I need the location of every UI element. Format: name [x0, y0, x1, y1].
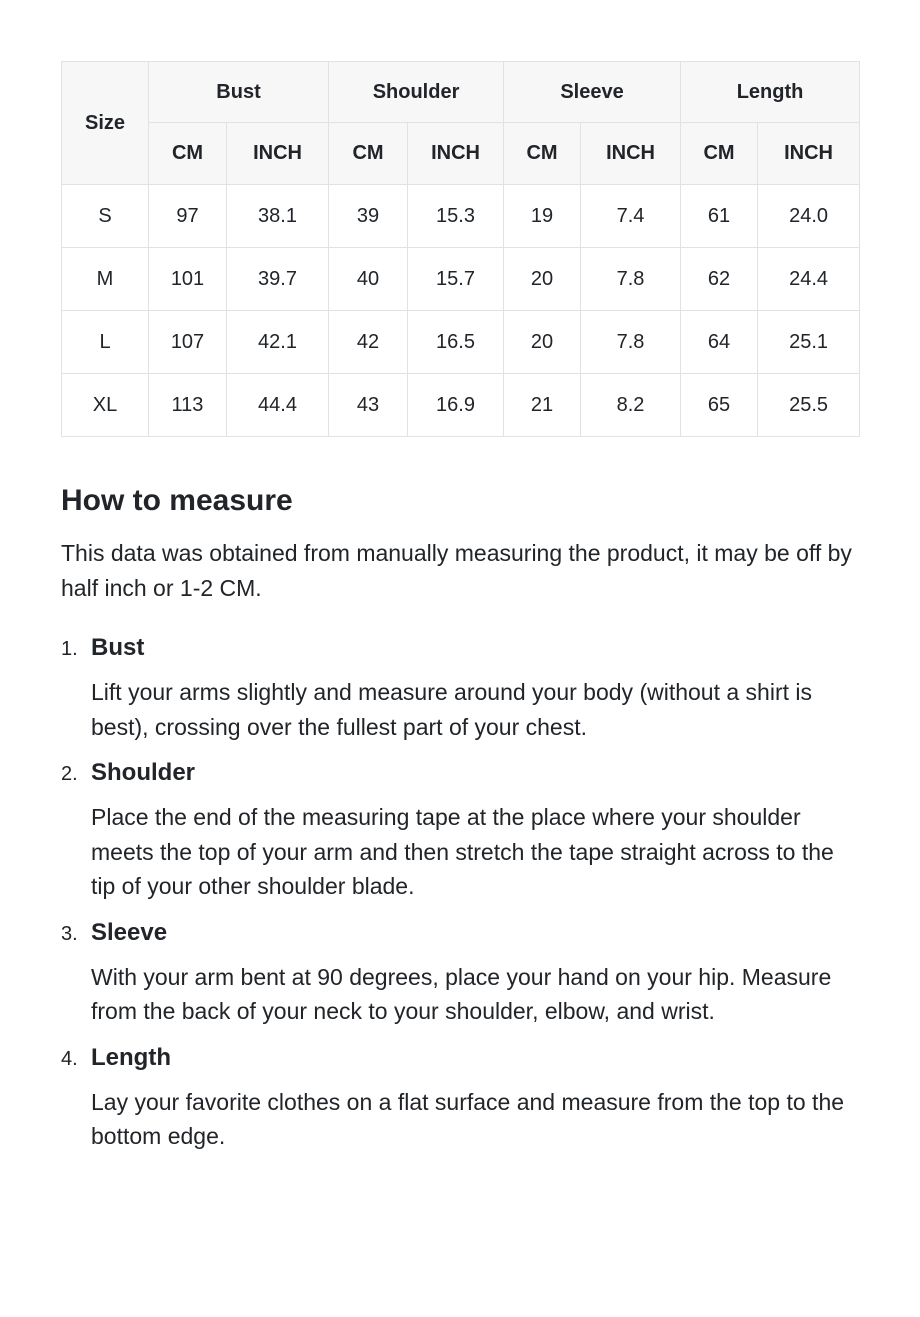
size-chart-table [61, 61, 860, 437]
step-description: Lay your favorite clothes on a flat surface and measure from the top to the bottom edge. [91, 1088, 845, 1149]
col-group-length: Length [681, 62, 860, 123]
step-title: Bust [91, 634, 145, 661]
size-cell: XL [62, 374, 149, 437]
step-head [61, 633, 859, 664]
col-group-shoulder: Shoulder [329, 62, 504, 123]
value-cell: 40 [329, 248, 408, 311]
step-number: 2. [61, 763, 78, 785]
value-cell: 24.0 [758, 185, 860, 248]
value-cell: 16.9 [408, 374, 504, 437]
col-group-sleeve: Sleeve [504, 62, 681, 123]
value-cell: 97 [149, 185, 227, 248]
value-cell: 113 [149, 374, 227, 437]
value-cell: 25.1 [758, 311, 860, 374]
unit-header-shoulder-inch: INCH [408, 123, 504, 185]
measure-step-length [61, 1043, 859, 1154]
step-title: Sleeve [91, 918, 168, 946]
unit-header-shoulder-cm: CM [329, 123, 408, 185]
step-head [61, 918, 859, 949]
unit-header-bust-cm: CM [149, 123, 227, 185]
value-cell: 21 [504, 374, 581, 437]
table-row-m [62, 248, 860, 311]
unit-header-length-inch: INCH [758, 123, 860, 185]
value-cell: 64 [681, 311, 758, 374]
step-head [61, 1043, 859, 1074]
step-number: 4. [61, 1047, 78, 1070]
value-cell: 42 [329, 311, 408, 374]
step-description: With your arm bent at 90 degrees, place your hand on your hip. Measure from the back of your neck to your shoulder, elbow, and wrist. [91, 963, 832, 1024]
step-number: 3. [61, 922, 78, 945]
unit-header-length-cm: CM [681, 123, 758, 185]
table-row-l [62, 311, 860, 374]
unit-header-sleeve-cm: CM [504, 123, 581, 185]
value-cell: 107 [149, 311, 227, 374]
value-cell: 7.8 [581, 311, 681, 374]
section-heading: How to measure [61, 484, 293, 517]
value-cell: 42.1 [227, 311, 329, 374]
size-cell: L [62, 311, 149, 374]
table-row-s [62, 185, 860, 248]
measure-steps-list [61, 633, 859, 1154]
table-row-xl [62, 374, 860, 437]
value-cell: 65 [681, 374, 758, 437]
col-header-size: Size [62, 62, 149, 185]
step-description: Lift your arms slightly and measure around your body (without a shirt is best), crossing over the fullest part of your chest. [91, 679, 812, 740]
col-group-bust: Bust [149, 62, 329, 123]
value-cell: 39 [329, 185, 408, 248]
measure-step-shoulder [61, 758, 859, 904]
value-cell: 15.3 [408, 185, 504, 248]
step-description: Place the end of the measuring tape at the place where your shoulder meets the top of your arm and then stretch the tape straight across to the tip of your other shoulder blade. [91, 804, 834, 899]
value-cell: 44.4 [227, 374, 329, 437]
unit-header-bust-inch: INCH [227, 123, 329, 185]
value-cell: 24.4 [758, 248, 860, 311]
size-cell: S [62, 185, 149, 248]
value-cell: 38.1 [227, 185, 329, 248]
value-cell: 7.8 [581, 248, 681, 311]
value-cell: 19 [504, 185, 581, 248]
value-cell: 62 [681, 248, 758, 311]
step-title: Length [91, 1043, 171, 1071]
value-cell: 20 [504, 248, 581, 311]
intro-paragraph: This data was obtained from manually measuring the product, it may be off by half inch or 1-2 CM. [61, 540, 852, 601]
step-title: Shoulder [91, 759, 196, 786]
value-cell: 16.5 [408, 311, 504, 374]
value-cell: 61 [681, 185, 758, 248]
value-cell: 20 [504, 311, 581, 374]
step-number: 1. [61, 638, 78, 660]
value-cell: 39.7 [227, 248, 329, 311]
unit-header-sleeve-inch: INCH [581, 123, 681, 185]
step-head [61, 758, 859, 789]
value-cell: 101 [149, 248, 227, 311]
measure-step-sleeve [61, 918, 859, 1029]
value-cell: 7.4 [581, 185, 681, 248]
value-cell: 8.2 [581, 374, 681, 437]
value-cell: 25.5 [758, 374, 860, 437]
measure-step-bust [61, 633, 859, 744]
value-cell: 43 [329, 374, 408, 437]
size-cell: M [62, 248, 149, 311]
value-cell: 15.7 [408, 248, 504, 311]
